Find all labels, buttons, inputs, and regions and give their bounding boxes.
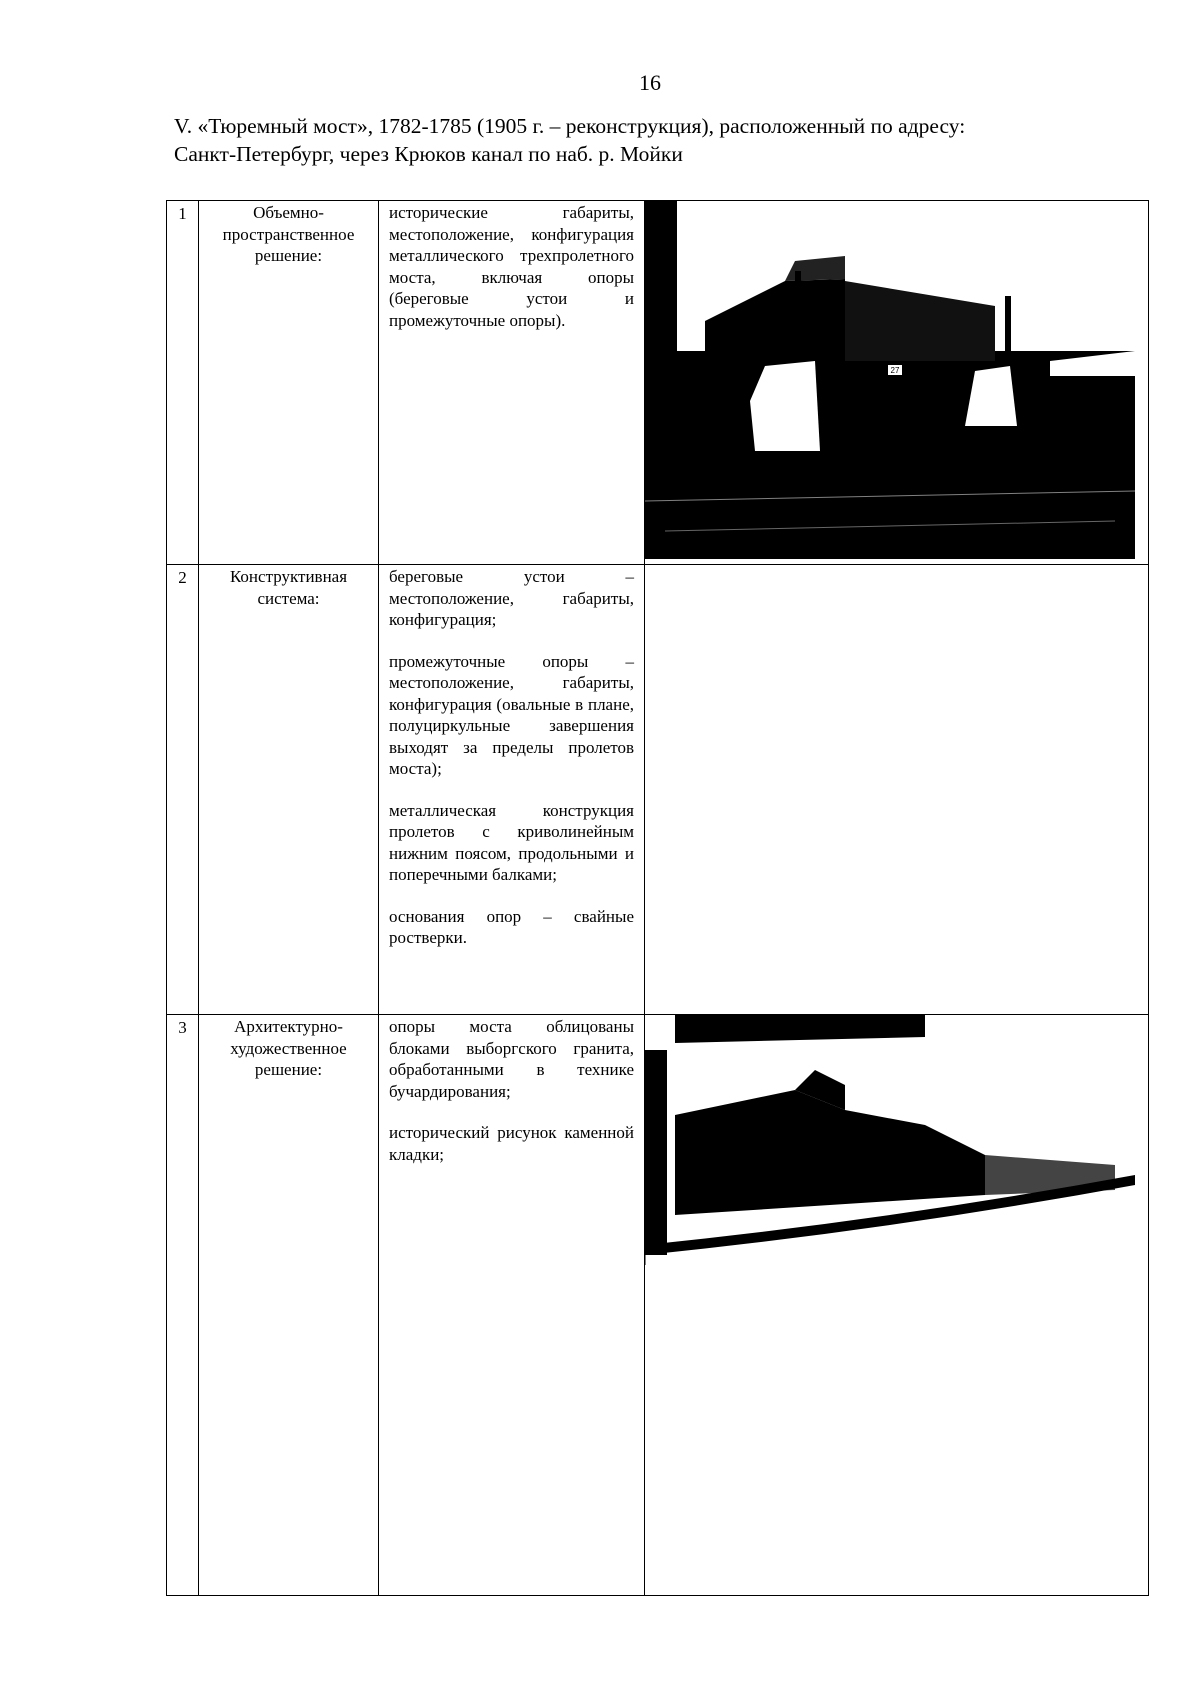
table-row (167, 565, 1149, 1015)
row-description (379, 1015, 645, 1596)
photo-cell (645, 1015, 1149, 1596)
description-paragraph: береговые устои – местоположение, габариты, конфигурация; (389, 567, 634, 629)
protection-subject-table (166, 200, 1149, 1596)
bridge-side-photo (645, 1015, 1135, 1265)
row-category: Архитектурно-художественное решение: (199, 1015, 379, 1596)
table-row (167, 1015, 1149, 1596)
row-number: 3 (167, 1015, 199, 1596)
section-heading (174, 112, 1134, 168)
photo-cell (645, 201, 1149, 565)
heading-line-1: V. «Тюремный мост», 1782-1785 (1905 г. – реконструкция), расположенный по адресу: (174, 114, 966, 138)
empty-photo-cell (645, 565, 1149, 1015)
bridge-photo (645, 201, 1135, 559)
description-paragraph: металлическая конструкция пролетов с криволинейным нижним поясом, продольными и поперечными балками; (389, 800, 634, 884)
description-paragraph: промежуточные опоры – местоположение, габариты, конфигурация (овальные в плане, полуциркульные завершения выходят за пределы пролетов моста); (389, 651, 634, 778)
row-description (379, 565, 645, 1015)
row-category: Конструктивная система: (199, 565, 379, 1015)
row-number: 2 (167, 565, 199, 1015)
photo-label: 27 (890, 366, 900, 375)
table-row (167, 201, 1149, 565)
description-paragraph: опоры моста облицованы блоками выборгского гранита, обработанными в технике бучардирования; (389, 1017, 634, 1101)
row-category: Объемно-пространственное решение: (199, 201, 379, 565)
heading-line-2: Санкт-Петербург, через Крюков канал по наб. р. Мойки (174, 142, 683, 166)
page-number: 16 (639, 70, 661, 95)
description-paragraph: исторические габариты, местоположение, конфигурация металлического трехпролетного моста, включая опоры (береговые устои и промежуточные опоры). (389, 203, 634, 330)
description-paragraph: исторический рисунок каменной кладки; (389, 1123, 634, 1164)
description-paragraph: основания опор – свайные ростверки. (389, 906, 634, 947)
row-number: 1 (167, 201, 199, 565)
row-description (379, 201, 645, 565)
